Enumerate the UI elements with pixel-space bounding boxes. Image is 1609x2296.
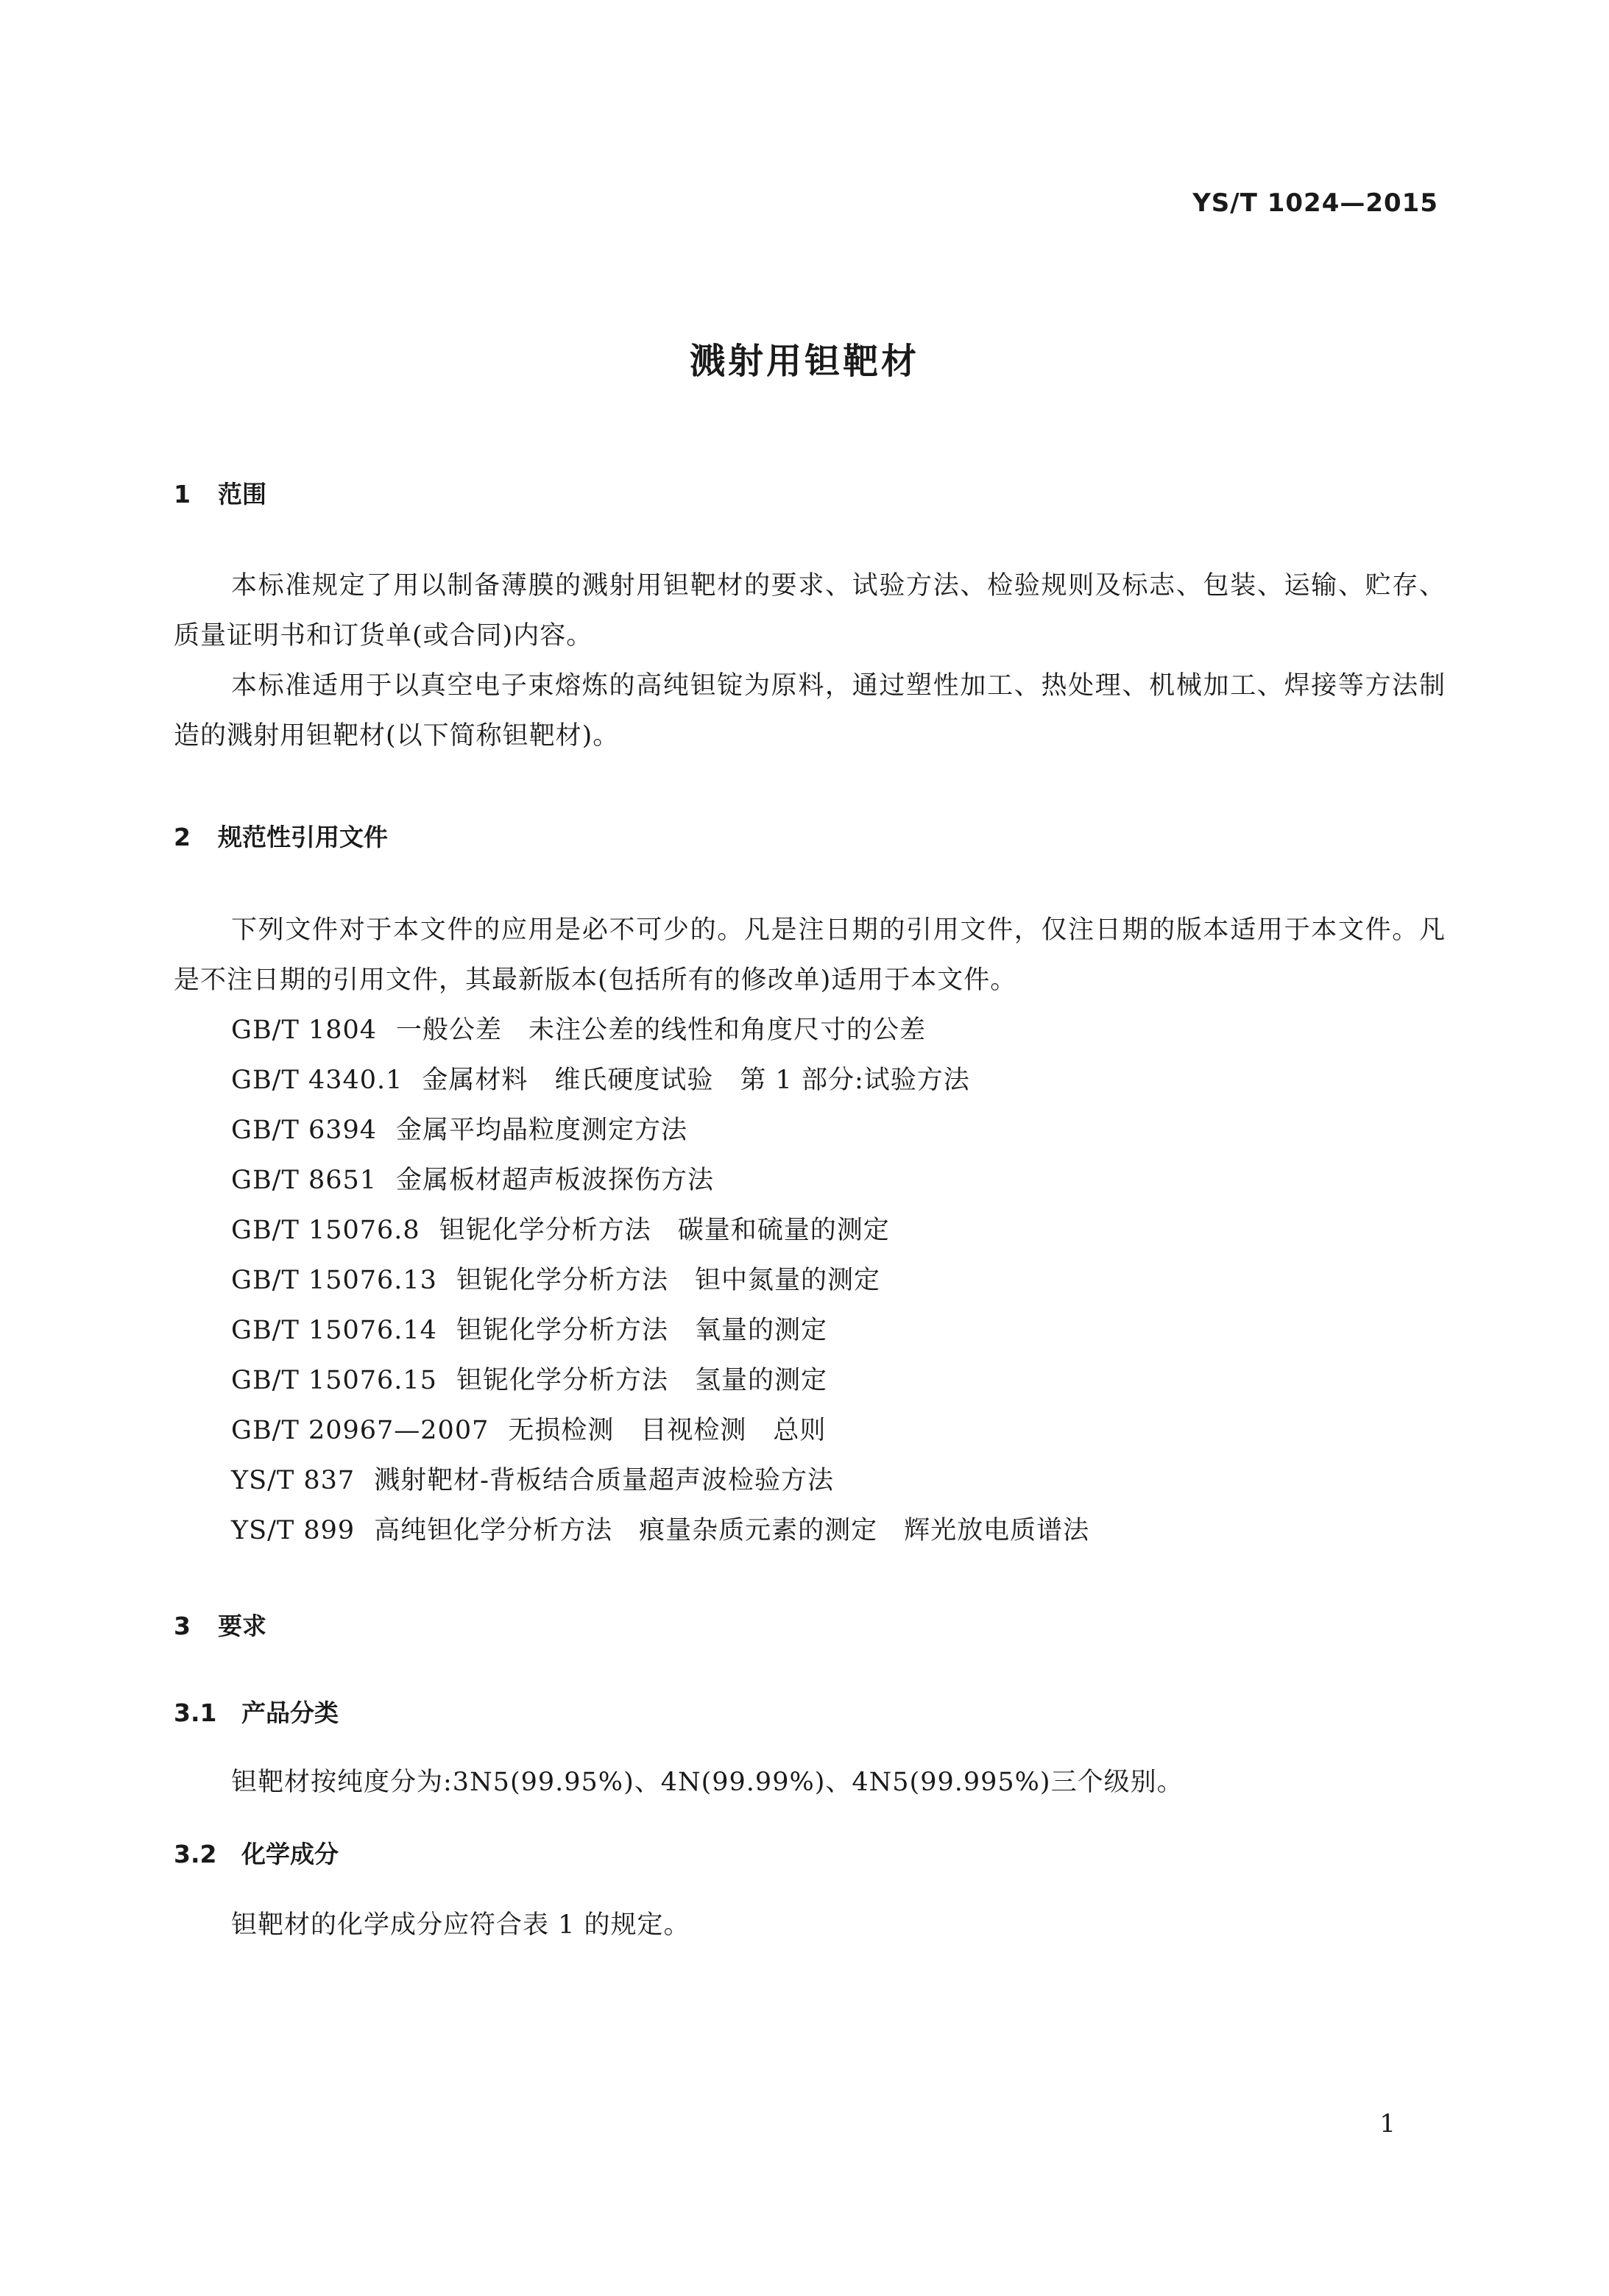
section-title: 范围: [218, 480, 266, 509]
section-heading-1: [174, 475, 266, 510]
document-title: 溅射用钽靶材: [689, 341, 919, 382]
reference-title: 钽铌化学分析方法 氢量的测定: [456, 1366, 827, 1395]
reference-code: GB/T 15076.15: [231, 1366, 437, 1395]
reference-code: GB/T 4340.1: [231, 1066, 403, 1095]
reference-list: [231, 1005, 1089, 1556]
reference-item: [231, 1506, 1089, 1556]
standard-code: YS/T 1024—2015: [1192, 188, 1438, 218]
paragraph-references-intro: 下列文件对于本文件的应用是必不可少的。凡是注日期的引用文件，仅注日期的版本适用于本文件。凡是不注日期的引用文件，其最新版本(包括所有的修改单)适用于本文件。: [174, 915, 1446, 995]
reference-code: GB/T 1804: [231, 1016, 378, 1045]
reference-title: 钽铌化学分析方法 钽中氮量的测定: [456, 1266, 880, 1295]
paragraph-scope-2: 本标准适用于以真空电子束熔炼的高纯钽锭为原料，通过塑性加工、热处理、机械加工、焊接等方法制造的溅射用钽靶材(以下简称钽靶材)。: [174, 671, 1446, 751]
reference-code: GB/T 8651: [231, 1166, 378, 1195]
section-number: 1: [174, 480, 191, 509]
reference-item: [231, 1305, 1089, 1356]
reference-code: GB/T 6394: [231, 1116, 378, 1145]
page-number: 1: [1379, 2109, 1396, 2139]
reference-title: 一般公差 未注公差的线性和角度尺寸的公差: [396, 1016, 927, 1045]
reference-item: [231, 1055, 1089, 1105]
reference-item: [231, 1205, 1089, 1255]
reference-title: 无损检测 目视检测 总则: [508, 1416, 827, 1445]
reference-item: [231, 1005, 1089, 1055]
reference-code: GB/T 15076.8: [231, 1216, 420, 1245]
section-title: 要求: [218, 1612, 266, 1640]
reference-item: [231, 1155, 1089, 1205]
subsection-heading-3-2: [174, 1835, 339, 1870]
paragraph-scope-1: 本标准规定了用以制备薄膜的溅射用钽靶材的要求、试验方法、检验规则及标志、包装、运输、贮存、质量证明书和订货单(或合同)内容。: [174, 571, 1446, 651]
reference-title: 钽铌化学分析方法 氧量的测定: [456, 1316, 827, 1345]
section-title: 化学成分: [241, 1840, 339, 1868]
reference-title: 高纯钽化学分析方法 痕量杂质元素的测定 辉光放电质谱法: [374, 1516, 1090, 1545]
reference-code: YS/T 837: [231, 1466, 356, 1495]
reference-code: GB/T 20967—2007: [231, 1416, 489, 1445]
section-number: 3.1: [174, 1698, 217, 1727]
reference-code: YS/T 899: [231, 1516, 356, 1545]
reference-item: [231, 1255, 1089, 1305]
paragraph-chemical-composition: 钽靶材的化学成分应符合表 1 的规定。: [231, 1910, 690, 1940]
reference-item: [231, 1456, 1089, 1506]
reference-title: 钽铌化学分析方法 碳量和硫量的测定: [439, 1216, 890, 1245]
section-number: 3: [174, 1612, 191, 1640]
reference-item: [231, 1356, 1089, 1406]
subsection-heading-3-1: [174, 1694, 339, 1729]
reference-title: 金属板材超声板波探伤方法: [396, 1166, 715, 1195]
reference-item: [231, 1406, 1089, 1456]
reference-title: 金属材料 维氏硬度试验 第 1 部分:试验方法: [422, 1066, 970, 1095]
paragraph-classification: 钽靶材按纯度分为:3N5(99.95%)、4N(99.99%)、4N5(99.995%)三个级别。: [231, 1768, 1184, 1797]
reference-title: 溅射靶材-背板结合质量超声波检验方法: [374, 1466, 834, 1495]
section-heading-3: [174, 1607, 266, 1642]
reference-title: 金属平均晶粒度测定方法: [396, 1116, 688, 1145]
reference-code: GB/T 15076.13: [231, 1266, 437, 1295]
reference-item: [231, 1105, 1089, 1155]
section-title: 规范性引用文件: [218, 823, 388, 851]
reference-code: GB/T 15076.14: [231, 1316, 437, 1345]
section-title: 产品分类: [241, 1698, 339, 1727]
section-number: 2: [174, 823, 191, 851]
section-heading-2: [174, 818, 388, 853]
section-number: 3.2: [174, 1840, 217, 1868]
